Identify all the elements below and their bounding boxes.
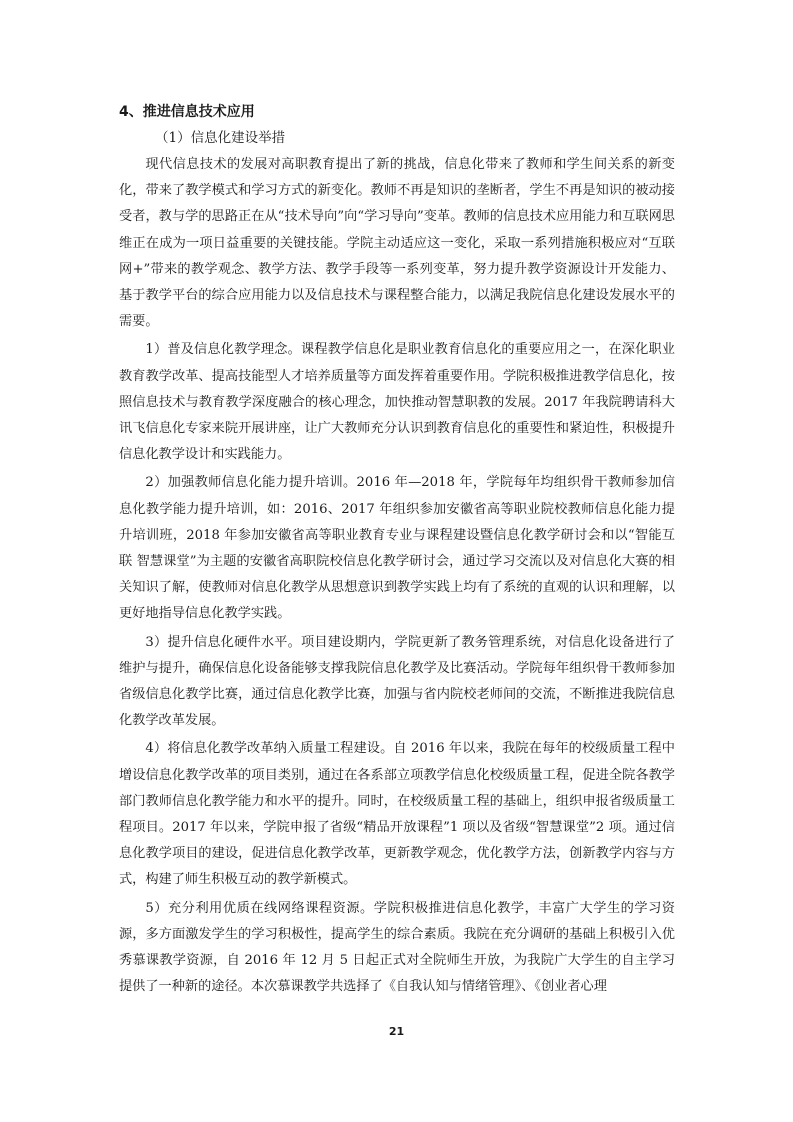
paragraph-item-3: 3）提升信息化硬件水平。项目建设期内，学院更新了教务管理系统，对信息化设备进行了维护与提升，确保信息化设备能够支撑我院信息化教学及比赛活动。学院每年组织骨干教师参加省级信息化教学比赛，通过信息化教学比赛，加强与省内院校老师间的交流，不断推进我院信息化教学改革发展。 [119,634,675,729]
paragraph-intro: 现代信息技术的发展对高职教育提出了新的挑战，信息化带来了教师和学生间关系的新变化，带来了教学模式和学习方式的新变化。教师不再是知识的垄断者，学生不再是知识的被动接受者，教与学的思路正在从“技术导向”向“学习导向”变革。教师的信息技术应用能力和互联网思维正在成为一项日益重要的关键技能。学院主动适应这一变化，采取一系列措施积极应对“互联网+”带来的教学观念、教学方法、教学手段等一系列变革，努力提升教学资源设计开发能力、基于教学平台的综合应用能力以及信息技术与课程整合能力，以满足我院信息化建设发展水平的需要。 [119,157,675,330]
paragraph-item-1: 1）普及信息化教学理念。课程教学信息化是职业教育信息化的重要应用之一，在深化职业教育教学改革、提高技能型人才培养质量等方面发挥着重要作用。学院积极推进教学信息化，按照信息技术与教育教学深度融合的核心理念，加快推动智慧职教的发展。2017 年我院聘请科大讯飞信息化专家来院开展讲座，让广大教师充分认识到教育信息化的重要性和紧迫性，积极提升信息化教学设计和实践能力。 [119,342,675,463]
subsection-heading: （1）信息化建设举措 [155,130,286,146]
page-number: 21 [388,1025,405,1038]
paragraph-item-5: 5）充分利用优质在线网络课程资源。学院积极推进信息化教学，丰富广大学生的学习资源，多方面激发学生的学习积极性，提高学生的综合素质。我院在充分调研的基础上积极引入优秀慕课教学资源，自 2016 年 12 月 5 日起正式对全院师生开放，为我院广大学生的自主学习提供了一种新的途径。本次慕课教学共选择了《自我认知与情绪管理》、《创业者心理 [119,900,675,995]
paragraph-item-2: 2）加强教师信息化能力提升培训。2016 年—2018 年，学院每年均组织骨干教师参加信息化教学能力提升培训，如：2016、2017 年组织参加安徽省高等职业院校教师信息化能力提升培训班，2018 年参加安徽省高等职业教育专业与课程建设暨信息化教学研讨会和以“智能互联 智慧课堂”为主题的安徽省高职院校信息化教学研讨会，通过学习交流以及对信息化大赛的相关知识了解，使教师对信息化教学从思想意识到教学实践上均有了系统的直观的认识和理解，以更好地指导信息化教学实践。 [119,475,675,622]
paragraph-item-4: 4）将信息化教学改革纳入质量工程建设。自 2016 年以来，我院在每年的校级质量工程中增设信息化教学改革的项目类别，通过在各系部立项教学信息化校级质量工程，促进全院各教学部门教师信息化教学能力和水平的提升。同时，在校级质量工程的基础上，组织申报省级质量工程项目。2017 年以来，学院申报了省级“精品开放课程”1 项以及省级“智慧课堂”2 项。通过信息化教学项目的建设，促进信息化教学改革，更新教学观念，优化教学方法，创新教学内容与方式，构建了师生积极互动的教学新模式。 [119,741,675,888]
page-content [119,100,675,1003]
section-heading: 4、推进信息技术应用 [119,104,255,120]
